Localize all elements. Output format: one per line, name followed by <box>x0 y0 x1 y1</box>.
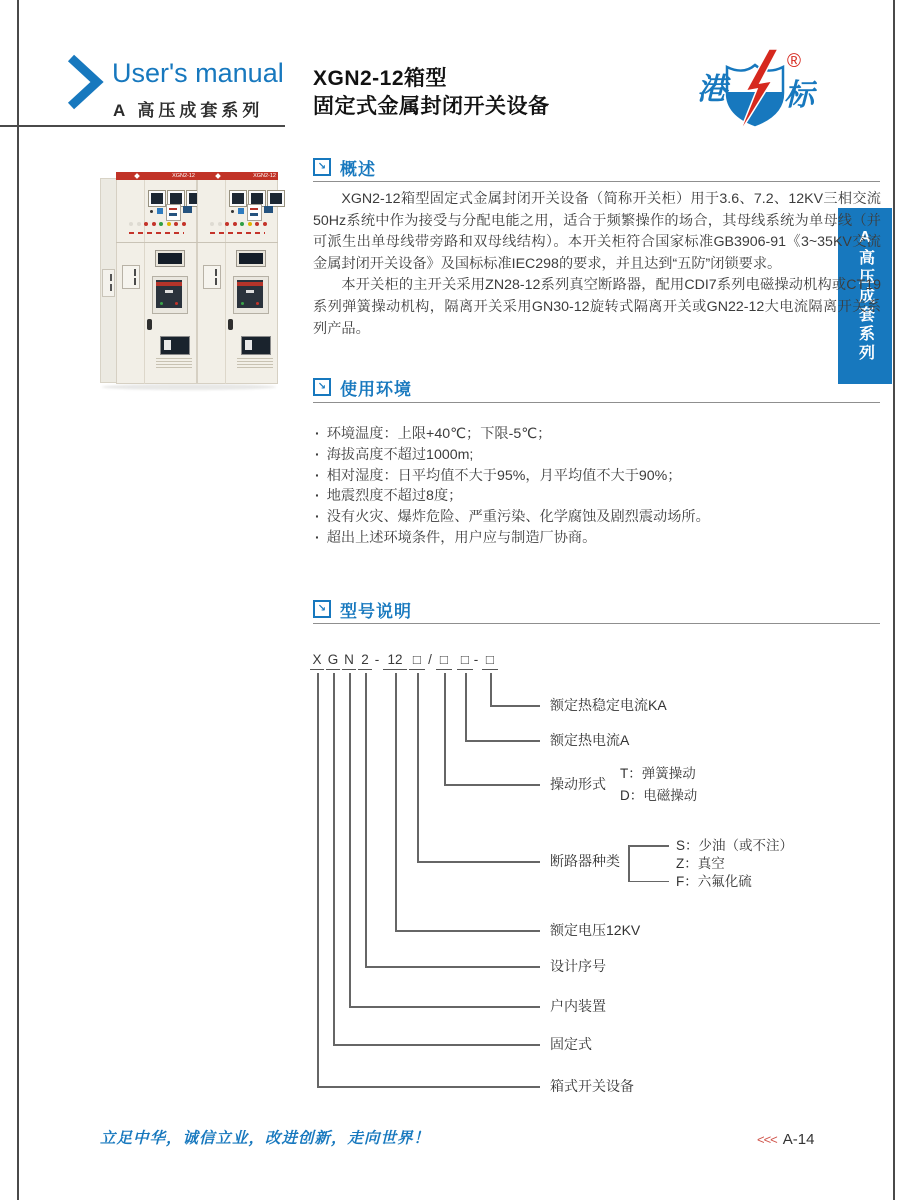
model-label: 额定电压12KV <box>550 922 641 938</box>
inspection-window <box>156 251 184 266</box>
registered-mark: ® <box>787 51 801 72</box>
manual-title: User's manual <box>112 58 284 88</box>
breaker-option: S：少油（或不注） <box>676 838 794 853</box>
diagram-line <box>417 673 419 861</box>
model-label: 额定热稳定电流KA <box>550 697 667 713</box>
model-code-box: □ <box>482 652 498 670</box>
diagram-line <box>365 966 540 968</box>
model-code-char: / <box>428 652 432 667</box>
cabinet-nameplate-band <box>197 172 278 180</box>
circuit-breaker <box>233 276 269 314</box>
section-arrow-icon: ↘ <box>313 158 331 176</box>
model-code-char: - <box>374 652 380 667</box>
diagram-line <box>395 673 397 930</box>
product-title-line1: XGN2-12箱型 <box>313 67 448 90</box>
environment-item: · 相对湿度：日平均值不大于95%，月平均值不大于90%； <box>315 466 881 487</box>
diagram-line <box>465 740 540 742</box>
model-code-char: G <box>326 652 340 670</box>
model-label: 户内装置 <box>550 998 606 1014</box>
header-rule <box>0 125 285 127</box>
model-label: 固定式 <box>550 1036 592 1052</box>
section-arrow-icon: ↘ <box>313 600 331 618</box>
diagram-line <box>349 673 351 1006</box>
model-label: 断路器种类 <box>550 853 620 869</box>
environment-item: · 没有火灾、爆炸危险、严重污染、化学腐蚀及剧烈震动场所。 <box>315 507 881 528</box>
sidebar-tab-label: A高压成套系列 <box>856 229 874 363</box>
environment-item: · 超出上述环境条件，用户应与制造厂协商。 <box>315 528 881 549</box>
cabinet-nameplate-band <box>116 172 197 180</box>
operation-option: T：弹簧操动 <box>620 766 696 781</box>
brand-logo <box>695 45 817 139</box>
breaker-option: Z：真空 <box>676 856 725 871</box>
bracket-line <box>628 845 630 882</box>
model-code-char: 12 <box>383 652 407 670</box>
model-label: 设计序号 <box>550 958 606 974</box>
right-border-line <box>893 0 895 1200</box>
series-label: A 高压成套系列 <box>113 101 264 120</box>
model-code-box: □ <box>457 652 473 670</box>
page-number: A-14 <box>782 1131 815 1148</box>
footer-slogan: 立足中华，诚信立业，改进创新，走向世界！ <box>100 1130 431 1147</box>
section-title-environment: 使用环境 <box>340 379 412 399</box>
diagram-line <box>365 673 367 966</box>
vent-grille <box>156 356 192 368</box>
environment-item: · 地震烈度不超过8度； <box>315 486 881 507</box>
circuit-breaker <box>152 276 188 314</box>
diagram-line <box>333 673 335 1044</box>
model-code-box: □ <box>409 652 425 670</box>
vent-grille <box>237 356 273 368</box>
bracket-line <box>628 845 669 847</box>
diagram-line <box>317 1086 540 1088</box>
model-code-char: - <box>473 652 479 667</box>
section-header-environment <box>313 377 412 397</box>
nameplate-logo-icon <box>216 173 222 179</box>
environment-item: · 环境温度：上限+40℃；下限-5℃； <box>315 424 881 445</box>
diagram-line <box>417 861 540 863</box>
section-rule <box>313 181 880 182</box>
environment-list <box>315 424 881 549</box>
cabinet-nameplate: XGN2-12 <box>172 173 195 179</box>
diagram-line <box>465 673 467 740</box>
model-label: 操动形式 <box>550 776 606 792</box>
overview-paragraph-2: 本开关柜的主开关采用ZN28-12系列真空断路器，配用CDI7系列电磁操动机构或CT19系列弹簧操动机构，隔离开关采用GN30-12旋转式隔离开关或GN22-12大电流隔离开关系列产品。 <box>313 277 881 337</box>
model-code-char: N <box>342 652 356 670</box>
diagram-line <box>317 673 319 1086</box>
model-code-char: X <box>310 652 324 670</box>
section-arrow-icon: ↘ <box>313 378 331 396</box>
diagram-line <box>490 673 492 705</box>
brand-chevron-icon <box>64 52 106 112</box>
diagram-line <box>333 1044 540 1046</box>
overview-text <box>313 189 881 340</box>
section-rule <box>313 623 880 624</box>
section-header-overview <box>313 157 376 177</box>
diagram-line <box>490 705 540 707</box>
switchgear-photo <box>100 172 278 386</box>
model-code-char: 2 <box>358 652 372 670</box>
bracket-line <box>628 881 669 883</box>
breaker-option: F：六氟化硫 <box>676 874 752 889</box>
left-border-line <box>17 0 19 1200</box>
page-marker <box>757 1131 814 1148</box>
diagram-line <box>444 784 540 786</box>
environment-item: · 海拔高度不超过1000m; <box>315 445 881 466</box>
section-title-overview: 概述 <box>340 159 376 179</box>
footer-arrows-icon: <<< <box>757 1132 777 1147</box>
cabinet-right <box>197 172 278 384</box>
figure-shadow <box>102 384 276 390</box>
model-label: 额定热电流A <box>550 732 630 748</box>
diagram-line <box>349 1006 540 1008</box>
diagram-line <box>395 930 540 932</box>
door-handle <box>228 319 233 330</box>
indicator-lights <box>210 222 267 226</box>
model-code-box: □ <box>436 652 452 670</box>
section-header-model <box>313 599 412 619</box>
indicator-lights <box>129 222 186 226</box>
model-label: 箱式开关设备 <box>550 1078 634 1094</box>
product-title-line2: 固定式金属封闭开关设备 <box>313 95 550 118</box>
overview-paragraph-1: XGN2-12箱型固定式金属封闭开关设备（简称开关柜）用于3.6、7.2、12KV三相交流50Hz系统中作为接受与分配电能之用，适合于频繁操作的场合，其母线系统为单母线（并可派生出单母线带旁路和双母线结构）。本开关柜符合国家标准GB3906-91《3~35KV交流金属封闭开关设备》及国标标准IEC298的要求，并且达到“五防”闭锁要求。 <box>313 191 881 272</box>
logo-left-char: 港 <box>697 73 727 106</box>
diagram-line <box>444 673 446 784</box>
section-title-model: 型号说明 <box>340 601 412 621</box>
nameplate-logo-icon <box>135 173 141 179</box>
inspection-window <box>237 251 265 266</box>
logo-right-char: 标 <box>784 79 814 112</box>
door-handle <box>147 319 152 330</box>
operation-option: D：电磁操动 <box>620 788 698 803</box>
cabinet-left <box>116 172 197 384</box>
cabinet-nameplate: XGN2-12 <box>253 173 276 179</box>
section-rule <box>313 402 880 403</box>
